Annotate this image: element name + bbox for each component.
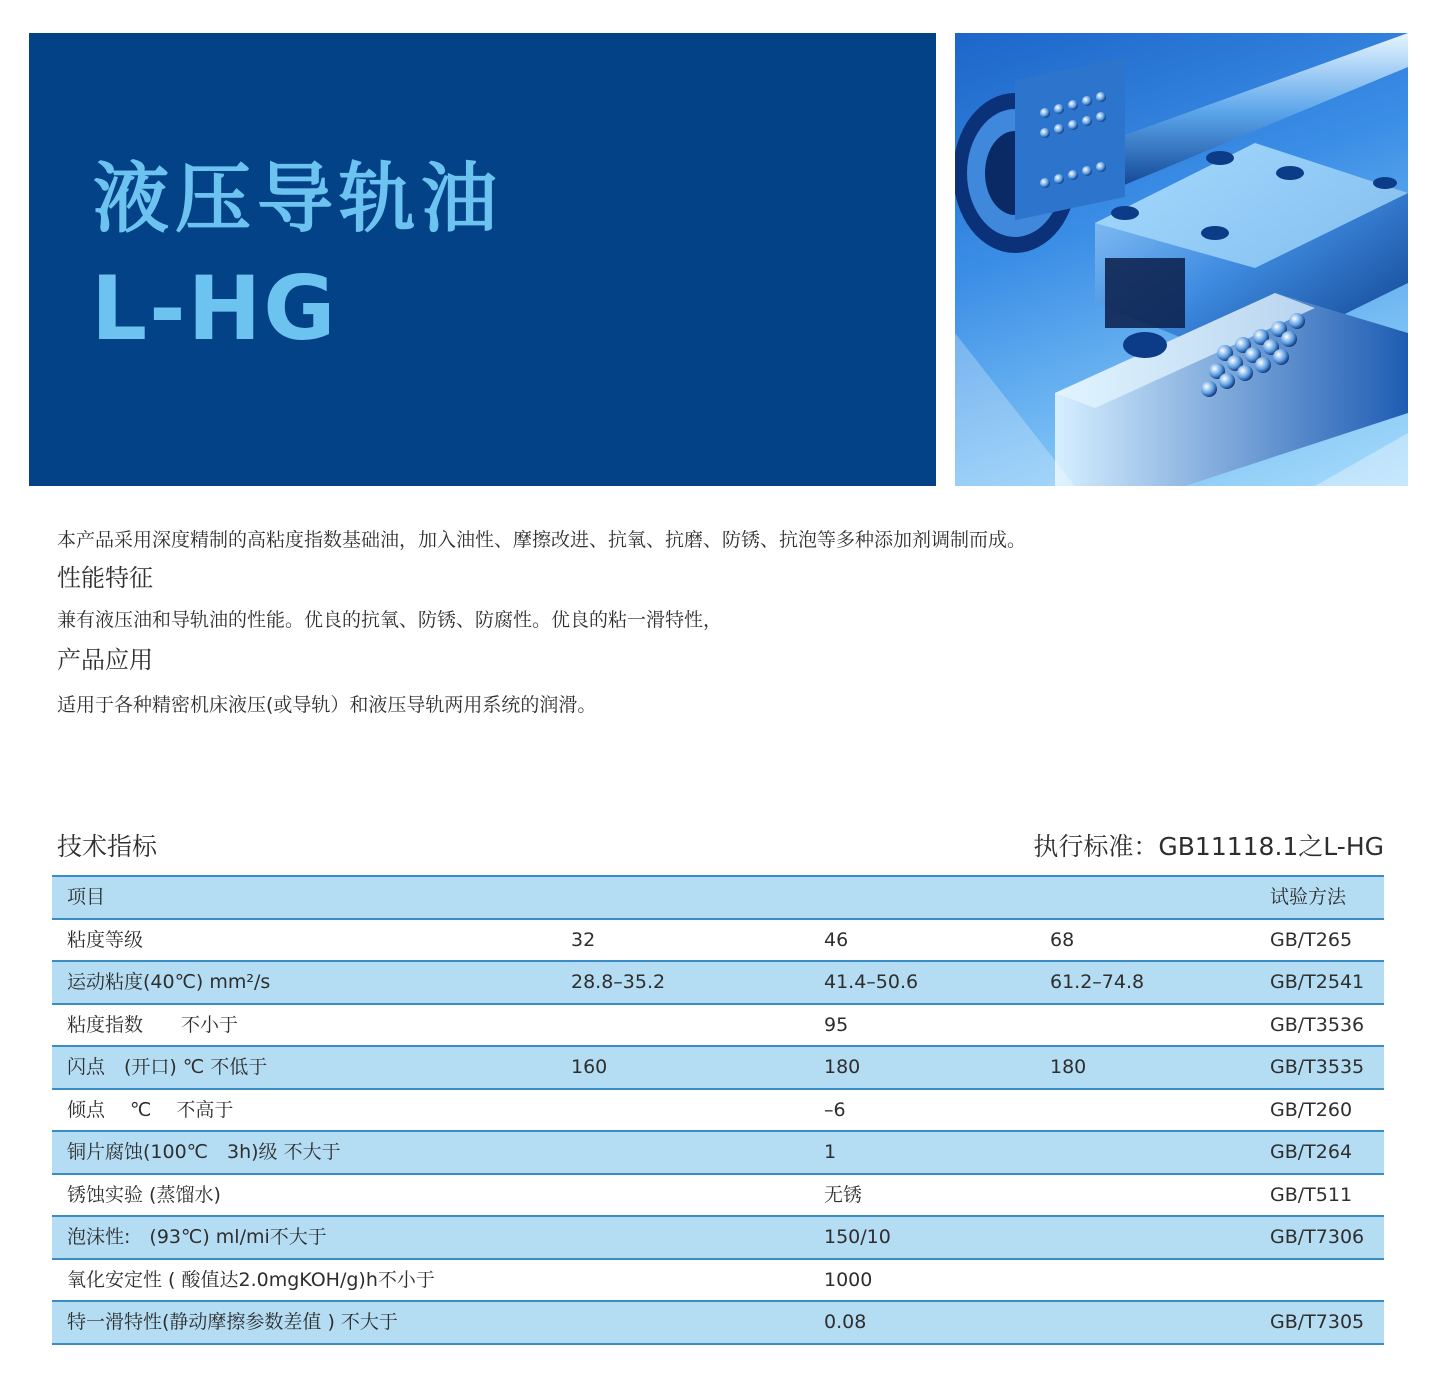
spec-table [52,875,1384,1345]
table-row [52,1047,1384,1090]
cell-grade-46: 1 [824,1141,837,1163]
cell-grade-32: 28.8–35.2 [571,971,666,993]
cell-item: 锈蚀实验 (蒸馏水) [67,1183,221,1206]
cell-test-method: GB/T7306 [1270,1226,1365,1248]
product-title-cn: 液压导轨油 [93,154,503,243]
cell-item: 氧化安定性 ( 酸值达2.0mgKOH/g)h不小于 [67,1268,435,1291]
cell-test-method: GB/T265 [1270,928,1353,951]
cell-test-method: GB/T264 [1270,1141,1353,1163]
cell-grade-46: 无锈 [824,1183,863,1206]
table-row [52,920,1384,963]
header-method: 试验方法 [1270,886,1347,908]
cell-test-method: GB/T260 [1270,1098,1353,1121]
cell-item: 运动粘度(40℃) mm²/s [67,971,271,993]
cell-test-method: GB/T3535 [1270,1056,1365,1078]
table-row [52,1175,1384,1218]
application-heading: 产品应用 [57,646,153,674]
spec-standard: 执行标准：GB11118.1之L-HG [1033,832,1384,861]
cell-grade-32: 32 [571,928,596,951]
cell-test-method: GB/T7305 [1270,1311,1365,1333]
cell-item: 粘度等级 [67,928,144,951]
features-text: 兼有液压油和导轨油的性能。优良的抗氧、防锈、防腐性。优良的粘一滑特性， [57,609,723,631]
cell-grade-46: 0.08 [824,1311,867,1333]
cell-item: 泡沫性: (93℃) ml/mi不大于 [67,1226,327,1248]
cell-grade-46: 41.4–50.6 [824,971,919,993]
cell-grade-68: 68 [1050,928,1075,951]
cell-item: 特一滑特性(静动摩擦参数差值 ) 不大于 [67,1311,398,1333]
title-banner [29,33,936,486]
cell-test-method: GB/T2541 [1270,971,1365,993]
cell-item: 倾点 ℃ 不高于 [67,1098,234,1121]
table-row [52,1217,1384,1260]
cell-item: 粘度指数 不小于 [67,1013,239,1036]
cell-grade-32: 160 [571,1056,608,1078]
application-text: 适用于各种精密机床液压(或导轨）和液压导轨两用系统的润滑。 [57,694,597,716]
cell-grade-46: –6 [824,1098,846,1121]
cell-item: 铜片腐蚀(100℃ 3h)级 不大于 [67,1141,341,1163]
table-header-row [52,877,1384,920]
linear-guide-photo [955,33,1408,486]
cell-grade-46: 180 [824,1056,861,1078]
cell-grade-68: 61.2–74.8 [1050,971,1145,993]
cell-grade-46: 46 [824,928,849,951]
spec-rows [52,920,1384,1345]
cell-grade-46: 150/10 [824,1226,891,1248]
cell-item: 闪点 (开口) ℃ 不低于 [67,1056,268,1078]
spec-title: 技术指标 [57,832,158,861]
product-title-en: L-HG [91,257,338,360]
features-heading: 性能特征 [57,564,153,592]
table-row [52,1260,1384,1303]
table-row [52,1302,1384,1345]
cell-grade-68: 180 [1050,1056,1087,1078]
cell-grade-46: 1000 [824,1268,873,1291]
table-row [52,962,1384,1005]
cell-grade-46: 95 [824,1013,849,1036]
table-row [52,1090,1384,1133]
cell-test-method: GB/T3536 [1270,1013,1365,1036]
header-item: 项目 [67,886,106,908]
product-intro: 本产品采用深度精制的高粘度指数基础油，加入油性、摩擦改进、抗氧、抗磨、防锈、抗泡等多种添加剂调制而成。 [57,529,1027,551]
table-row [52,1005,1384,1048]
cell-test-method: GB/T511 [1270,1183,1353,1206]
table-row [52,1132,1384,1175]
